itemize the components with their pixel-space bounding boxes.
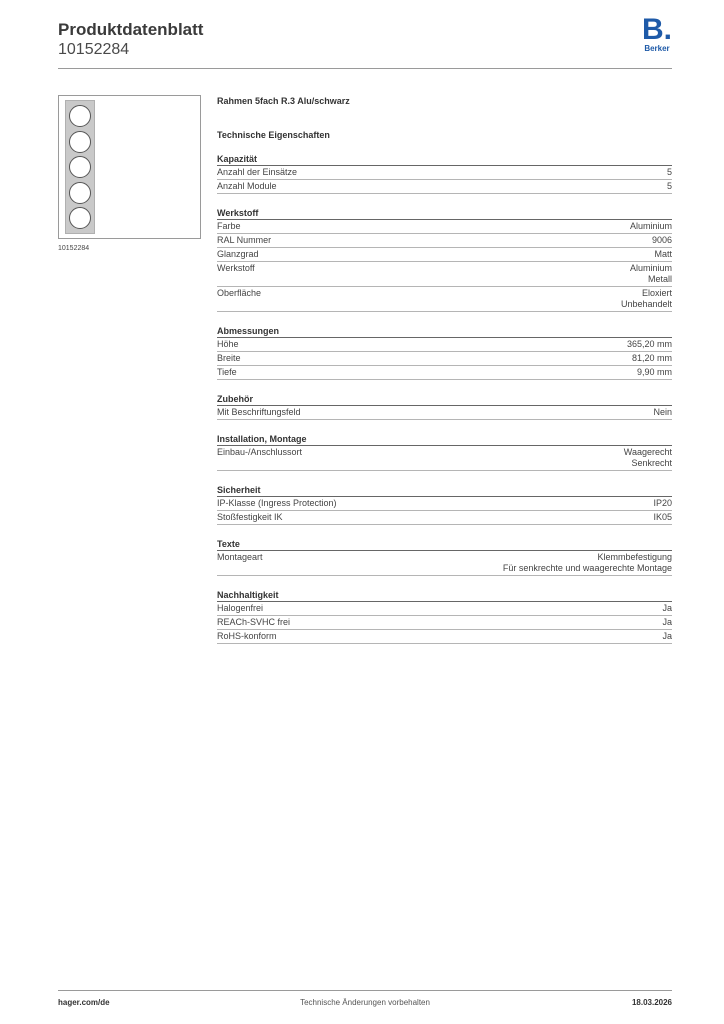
spec-value bbox=[627, 339, 672, 350]
spec-value bbox=[637, 367, 672, 378]
section-title: Zubehör bbox=[217, 394, 672, 406]
spec-value-line: Nein bbox=[653, 407, 672, 417]
spec-value bbox=[662, 603, 672, 614]
spec-value-line: Für senkrechte und waagerechte Montage bbox=[502, 563, 672, 573]
spec-value-line: Aluminium bbox=[629, 263, 672, 273]
frame-opening bbox=[69, 207, 91, 229]
spec-label: Stoßfestigkeit IK bbox=[217, 512, 283, 522]
spec-label: Höhe bbox=[217, 339, 239, 349]
spec-section bbox=[217, 485, 672, 525]
spec-row bbox=[217, 248, 672, 262]
spec-value-line: 5 bbox=[666, 167, 672, 177]
spec-label: REACh-SVHC frei bbox=[217, 617, 291, 627]
footer-date: 18.03.2026 bbox=[631, 998, 672, 1007]
spec-label: Werkstoff bbox=[217, 263, 255, 273]
frame-opening bbox=[69, 131, 91, 153]
spec-row bbox=[217, 406, 672, 420]
spec-label: Montageart bbox=[217, 552, 263, 562]
document-header bbox=[58, 20, 203, 59]
spec-section bbox=[217, 154, 672, 194]
spec-value-line: 9006 bbox=[651, 235, 672, 245]
spec-row bbox=[217, 497, 672, 511]
spec-content bbox=[217, 96, 672, 658]
spec-value-line: Metall bbox=[647, 274, 672, 284]
spec-label: Anzahl Module bbox=[217, 181, 277, 191]
spec-value bbox=[624, 447, 672, 469]
spec-value bbox=[667, 181, 672, 192]
spec-row bbox=[217, 616, 672, 630]
spec-row bbox=[217, 220, 672, 234]
section-title: Texte bbox=[217, 539, 672, 551]
spec-value-line: IP20 bbox=[653, 498, 672, 508]
spec-value-line: 365,20 mm bbox=[626, 339, 672, 349]
spec-row bbox=[217, 234, 672, 248]
spec-value bbox=[662, 631, 672, 642]
spec-label: Glanzgrad bbox=[217, 249, 259, 259]
header-divider bbox=[58, 68, 672, 69]
spec-label: RAL Nummer bbox=[217, 235, 272, 245]
spec-section bbox=[217, 539, 672, 576]
berker-logo bbox=[638, 13, 676, 53]
spec-row bbox=[217, 166, 672, 180]
frame-opening bbox=[69, 105, 91, 127]
spec-value bbox=[632, 353, 672, 364]
spec-value bbox=[662, 617, 672, 628]
spec-label: IP-Klasse (Ingress Protection) bbox=[217, 498, 337, 508]
logo-wordmark: Berker bbox=[644, 44, 670, 53]
frame-opening bbox=[69, 182, 91, 204]
spec-row bbox=[217, 446, 672, 471]
section-title: Kapazität bbox=[217, 154, 672, 166]
section-title: Nachhaltigkeit bbox=[217, 590, 672, 602]
spec-value bbox=[653, 498, 672, 509]
logo-letter: B. bbox=[642, 13, 672, 46]
spec-section bbox=[217, 208, 672, 312]
spec-label: RoHS-konform bbox=[217, 631, 277, 641]
section-title: Sicherheit bbox=[217, 485, 672, 497]
footer bbox=[58, 998, 672, 1010]
section-title: Abmessungen bbox=[217, 326, 672, 338]
spec-label: Tiefe bbox=[217, 367, 237, 377]
spec-row bbox=[217, 352, 672, 366]
image-caption: 10152284 bbox=[58, 245, 90, 252]
spec-row bbox=[217, 338, 672, 352]
spec-label: Oberfläche bbox=[217, 288, 262, 298]
footer-divider bbox=[58, 990, 672, 991]
spec-row bbox=[217, 551, 672, 576]
spec-value-line: 81,20 mm bbox=[631, 353, 672, 363]
spec-row bbox=[217, 511, 672, 525]
spec-label: Einbau-/Anschlussort bbox=[217, 447, 303, 457]
frame-illustration bbox=[65, 100, 95, 234]
footer-website: hager.com/de bbox=[58, 998, 110, 1007]
product-name: Rahmen 5fach R.3 Alu/schwarz bbox=[217, 96, 350, 106]
spec-value-line: Klemmbefestigung bbox=[597, 552, 672, 562]
section-title: Installation, Montage bbox=[217, 434, 672, 446]
spec-value-line: Ja bbox=[662, 603, 672, 613]
spec-value-line: Aluminium bbox=[629, 221, 672, 231]
spec-row bbox=[217, 180, 672, 194]
spec-row bbox=[217, 630, 672, 644]
spec-value-line: Unbehandelt bbox=[620, 299, 672, 309]
tech-heading: Technische Eigenschaften bbox=[217, 130, 330, 140]
spec-value bbox=[654, 249, 672, 260]
spec-row bbox=[217, 366, 672, 380]
spec-value-line: 9,90 mm bbox=[636, 367, 672, 377]
section-title: Werkstoff bbox=[217, 208, 672, 220]
spec-section bbox=[217, 326, 672, 380]
spec-section bbox=[217, 590, 672, 644]
spec-label: Halogenfrei bbox=[217, 603, 264, 613]
document-number: 10152284 bbox=[58, 41, 130, 58]
page-title: Produktdatenblatt bbox=[58, 20, 204, 39]
spec-row bbox=[217, 262, 672, 287]
spec-value bbox=[621, 288, 672, 310]
spec-label: Breite bbox=[217, 353, 241, 363]
spec-value-line: IK05 bbox=[653, 512, 672, 522]
spec-value-line: Eloxiert bbox=[641, 288, 672, 298]
spec-label: Farbe bbox=[217, 221, 241, 231]
spec-value bbox=[630, 263, 672, 285]
spec-value-line: Ja bbox=[662, 617, 672, 627]
spec-value bbox=[630, 221, 672, 232]
spec-value bbox=[503, 552, 672, 574]
spec-value-line: Matt bbox=[654, 249, 672, 259]
spec-label: Mit Beschriftungsfeld bbox=[217, 407, 301, 417]
spec-value-line: Ja bbox=[662, 631, 672, 641]
spec-value-line: Senkrecht bbox=[631, 458, 672, 468]
spec-value bbox=[652, 235, 672, 246]
spec-value-line: Waagerecht bbox=[623, 447, 672, 457]
spec-row bbox=[217, 287, 672, 312]
spec-section bbox=[217, 394, 672, 420]
spec-label: Anzahl der Einsätze bbox=[217, 167, 298, 177]
spec-row bbox=[217, 602, 672, 616]
spec-value bbox=[667, 167, 672, 178]
spec-value bbox=[653, 407, 672, 418]
product-image bbox=[58, 95, 201, 239]
footer-note: Technische Änderungen vorbehalten bbox=[300, 998, 430, 1007]
spec-section bbox=[217, 434, 672, 471]
spec-sections bbox=[217, 154, 672, 644]
spec-value bbox=[653, 512, 672, 523]
spec-value-line: 5 bbox=[666, 181, 672, 191]
frame-opening bbox=[69, 156, 91, 178]
